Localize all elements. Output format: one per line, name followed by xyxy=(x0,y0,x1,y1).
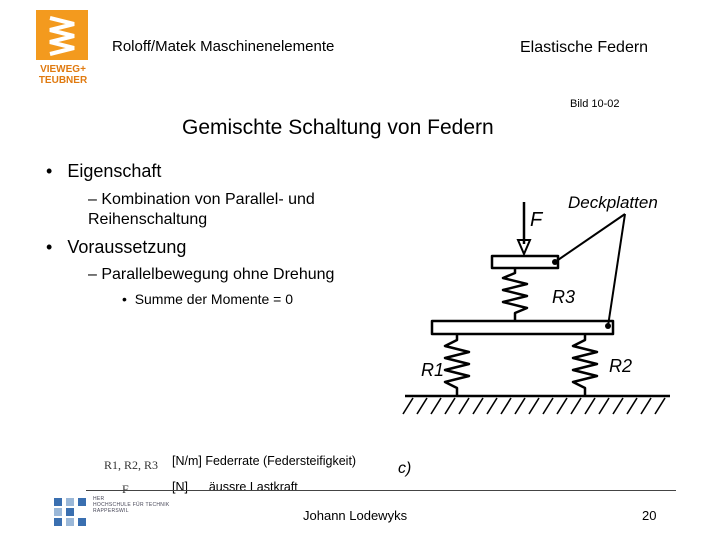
sub-sub-bullet-text: Summe der Momente = 0 xyxy=(134,291,294,307)
page-number: 20 xyxy=(642,508,657,523)
institution-logo-text: HER HOCHSCHULE FÜR TECHNIK RAPPERSWIL xyxy=(93,496,170,514)
spring-r1 xyxy=(445,334,469,396)
spring-r3 xyxy=(503,268,527,321)
legend-text: äussre Lastkraft xyxy=(208,480,298,494)
spring-logo-icon xyxy=(36,10,88,60)
leader-dot-middle xyxy=(605,323,611,329)
middle-plate xyxy=(432,321,613,334)
sub-bullet-parallelbewegung xyxy=(88,266,334,284)
slide-title: Gemischte Schaltung von Federn xyxy=(182,116,494,139)
legend-symbol-f: F xyxy=(122,482,129,496)
publisher-logo xyxy=(36,10,88,60)
sub-bullet-text: Parallelbewegung ohne Drehung xyxy=(101,266,335,283)
subfigure-label: c) xyxy=(398,460,412,477)
dash-glyph: – xyxy=(88,191,97,208)
leader-dot-top xyxy=(552,259,558,265)
legend-row-lastkraft xyxy=(172,480,298,494)
label-r3: R3 xyxy=(552,287,576,307)
leader-line-middle xyxy=(608,214,625,326)
bullet-voraussetzung xyxy=(46,237,186,258)
bullet-text: Voraussetzung xyxy=(67,237,187,257)
legend-symbol-r: R1, R2, R3 xyxy=(104,458,159,472)
sub-bullet-kombination xyxy=(88,190,388,230)
figure-reference: Bild 10-02 xyxy=(570,98,620,110)
header-left-title: Roloff/Matek Maschinenelemente xyxy=(112,38,335,55)
institution-logo-icon xyxy=(52,496,90,528)
bullet-glyph: • xyxy=(46,161,53,181)
top-plate xyxy=(492,256,558,268)
sub-sub-bullet-momente xyxy=(122,291,293,307)
legend-unit: [N/m] xyxy=(172,454,202,468)
bullet-text: Eigenschaft xyxy=(67,161,162,181)
legend-text: Federrate (Federsteifigkeit) xyxy=(205,454,357,468)
bullet-glyph: • xyxy=(46,237,53,257)
spring-combination-drawing xyxy=(395,180,680,430)
publisher-logo-text: VIEWEG+ TEUBNER xyxy=(38,64,88,86)
footer-divider xyxy=(86,490,676,491)
bullet-glyph: • xyxy=(122,291,127,307)
header-right-title: Elastische Federn xyxy=(520,39,649,56)
legend-row-federrate xyxy=(172,454,356,468)
label-deckplatten: Deckplatten xyxy=(568,193,658,212)
spring-r2 xyxy=(573,334,597,396)
legend-unit: [N] xyxy=(172,480,188,494)
label-r1: R1 xyxy=(421,360,445,380)
sub-bullet-text: Kombination von Parallel- und Reihenschaltung xyxy=(88,191,315,228)
leader-line-top xyxy=(555,214,625,262)
dash-glyph: – xyxy=(88,266,97,283)
bullet-eigenschaft xyxy=(46,161,161,182)
footer-author: Johann Lodewyks xyxy=(303,508,408,523)
label-force: F xyxy=(530,209,543,231)
ground-hatching xyxy=(403,398,665,414)
label-r2: R2 xyxy=(609,356,633,376)
